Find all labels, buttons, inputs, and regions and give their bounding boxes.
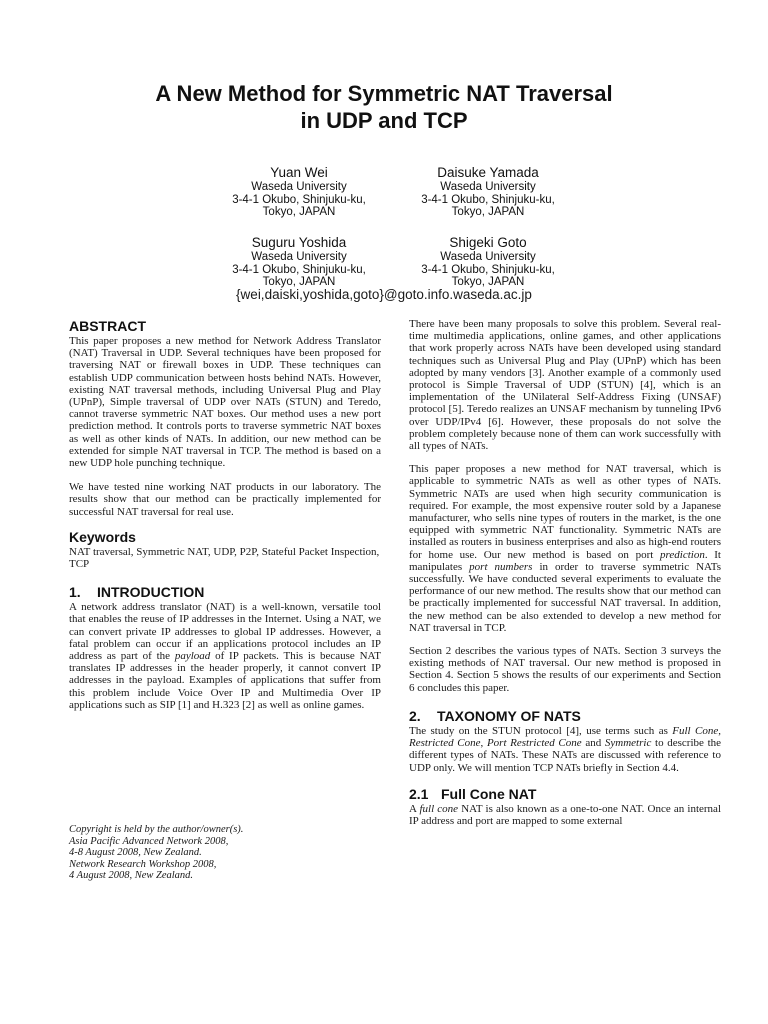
author-name: Yuan Wei xyxy=(270,165,328,180)
abstract-paragraph: We have tested nine working NAT products in our laboratory. The results show that our method can be practically implemented for successful NAT traversal for real use. xyxy=(69,481,381,518)
body-paragraph xyxy=(409,463,721,634)
section-number: 2. xyxy=(409,707,421,724)
author-block xyxy=(368,234,608,289)
body-paragraph: Section 2 describes the various types of NATs. Section 3 surveys the existing methods of NAT traversal. Our new method is proposed in Section 4. Section 5 shows the results of our experiments and Section 6 concludes this paper. xyxy=(409,645,721,694)
emphasis: port numbers xyxy=(469,560,533,573)
author-emails: {wei,daiski,yoshida,goto}@goto.info.waseda.ac.jp xyxy=(236,287,532,302)
text-run: . It manipulates xyxy=(409,548,721,573)
paper-title xyxy=(0,80,768,134)
copyright-line: 4-8 August 2008, New Zealand. xyxy=(69,847,202,859)
author-name: Suguru Yoshida xyxy=(251,235,347,250)
emphasis: Symmetric xyxy=(604,737,652,750)
author-address: 3-4-1 Okubo, Shinjuku-ku, xyxy=(421,263,555,276)
taxonomy-paragraph xyxy=(409,725,721,774)
body-paragraph: There have been many proposals to solve this problem. Several real-time multimedia applications, online games, and other applications that work properly across NATs have been developed using standard techniques such as Universal Plug and Play (UPnP) which has been adopted by many vendors [3]. Another example of a commonly used protocol is Simple Traversal of UDP (STUN) [4], which is an implementation of the UNilateral Self-Address Fixing (UNSAF) protocol [5]. Teredo realizes an UNSAF mechanism by tunneling IPv6 over UDP/IPv4 [6]. However, these proposals do not solve the problem completely because none of them can work successfully with all types of NATs. xyxy=(409,318,721,453)
copyright-line: 4 August 2008, New Zealand. xyxy=(69,870,194,882)
text-run: of IP packets. This is because NAT translates IP addresses in the header properly, it cannot convert IP addresses in the payload. Examples of applications that suffer from this problem include Voice Over IP and Multimedia Over IP applications such as SIP [1] and H.323 [2] as well as online games. xyxy=(69,650,381,711)
author-name: Daisuke Yamada xyxy=(437,165,539,180)
section-title: TAXONOMY OF NATS xyxy=(437,707,581,724)
text-run: A network address translator (NAT) is a well-known, versatile tool that enables the reuse of IP addresses in the Internet. Using a NAT, we can convert private IP addresses to global IP addresses. However, a fatal problem can occur if an applications protocol includes an IP address as part of the xyxy=(69,601,381,663)
section-heading-introduction xyxy=(69,584,381,601)
author-affiliation: Waseda University xyxy=(251,181,347,193)
paper-title-line: A New Method for Symmetric NAT Traversal xyxy=(155,81,613,106)
subsection-heading-full-cone xyxy=(409,786,721,803)
author-affiliation: Waseda University xyxy=(440,181,536,193)
author-address: Tokyo, JAPAN xyxy=(262,206,336,218)
section-number: 2.1 xyxy=(409,785,429,802)
keywords-text: NAT traversal, Symmetric NAT, UDP, P2P, Stateful Packet Inspection, TCP xyxy=(69,545,380,571)
emphasis: Restricted Cone xyxy=(409,737,481,750)
section-title: INTRODUCTION xyxy=(97,584,205,601)
copyright-line: Copyright is held by the author/owner(s). xyxy=(69,824,244,835)
abstract-paragraph: This paper proposes a new method for Network Address Translator (NAT) Traversal in UDP. Several techniques have been proposed for traversing NAT or firewall boxes in UDP. These techniques can establish UDP communication between hosts behind NATs. However, existing NAT traversal methods, including Universal Plug and Play (UPnP), Simple traversal of UDP over NATs (STUN) and Teredo, cannot traverse symmetric NAT boxes. Our method uses a new port prediction method. It controls ports to traverse symmetric NAT boxes as well as other kinds of NATs. In addition, our new method can be extended for simple NAT traversal in TCP. The method is based on a new UDP hole punching technique. xyxy=(69,335,381,470)
full-cone-paragraph xyxy=(409,803,721,827)
emphasis: Port Restricted Cone xyxy=(486,737,582,750)
author-address: Tokyo, JAPAN xyxy=(451,276,525,288)
author-address: Tokyo, JAPAN xyxy=(451,206,525,218)
text-run: The study on the STUN protocol [4], use terms such as xyxy=(409,724,673,737)
copyright-line: Asia Pacific Advanced Network 2008, xyxy=(69,835,229,847)
text-run: and xyxy=(581,737,605,750)
text-run: , xyxy=(480,737,487,750)
left-column xyxy=(69,318,381,711)
text-run: , xyxy=(718,724,721,737)
section-number: 1. xyxy=(69,584,81,601)
copyright-line: Network Research Workshop 2008, xyxy=(69,858,217,870)
author-address: 3-4-1 Okubo, Shinjuku-ku, xyxy=(232,263,366,276)
emphasis: full cone xyxy=(419,802,459,815)
author-affiliation: Waseda University xyxy=(440,251,536,263)
text-run: in order to traverse symmetric NATs successfully. We have conducted several experiments to evaluate the performance of our new method. The results show that our method can be practically implemented for successful NAT traversal. In addition, the new method can be also extended to develop a new method for NAT traversal in TCP. xyxy=(409,560,721,634)
author-address: 3-4-1 Okubo, Shinjuku-ku, xyxy=(232,193,366,206)
text-run: NAT is also known as a one-to-one NAT. Once an internal IP address and port are mapped to some external xyxy=(409,802,721,827)
text-run: to describe the different types of NATs. These NATs are discussed with reference to UDP only. We will mention TCP NATs briefly in Section 4.4. xyxy=(409,737,722,774)
paper-title-line: in UDP and TCP xyxy=(300,108,468,133)
author-address: Tokyo, JAPAN xyxy=(262,276,336,288)
copyright-notice xyxy=(69,824,381,882)
abstract-heading: ABSTRACT xyxy=(69,318,146,334)
right-column xyxy=(409,318,721,827)
text-run: A xyxy=(409,802,420,815)
author-name: Shigeki Goto xyxy=(449,235,527,250)
author-block xyxy=(368,164,608,219)
keywords-heading: Keywords xyxy=(69,528,136,545)
section-heading-taxonomy xyxy=(409,708,721,725)
introduction-paragraph xyxy=(69,601,381,711)
emphasis: payload xyxy=(174,650,211,663)
text-run: This paper proposes a new method for NAT traversal, which is applicable to symmetric NATs as well as other types of NATs. Symmetric NATs are used when high security communication is required. For example, the most expensive router sold by a Japanese manufacturer, who sells nine types of routers in the market, is the one equipped with symmetric NAT functionality. Symmetric NATs are installed as routers in business enterprises and also as high-end routers for home use. Our new method is based on port xyxy=(409,463,721,561)
author-affiliation: Waseda University xyxy=(251,251,347,263)
author-address: 3-4-1 Okubo, Shinjuku-ku, xyxy=(421,193,555,206)
emphasis: Full Cone xyxy=(672,724,719,737)
section-title: Full Cone NAT xyxy=(441,785,537,802)
emphasis: prediction xyxy=(660,548,705,561)
